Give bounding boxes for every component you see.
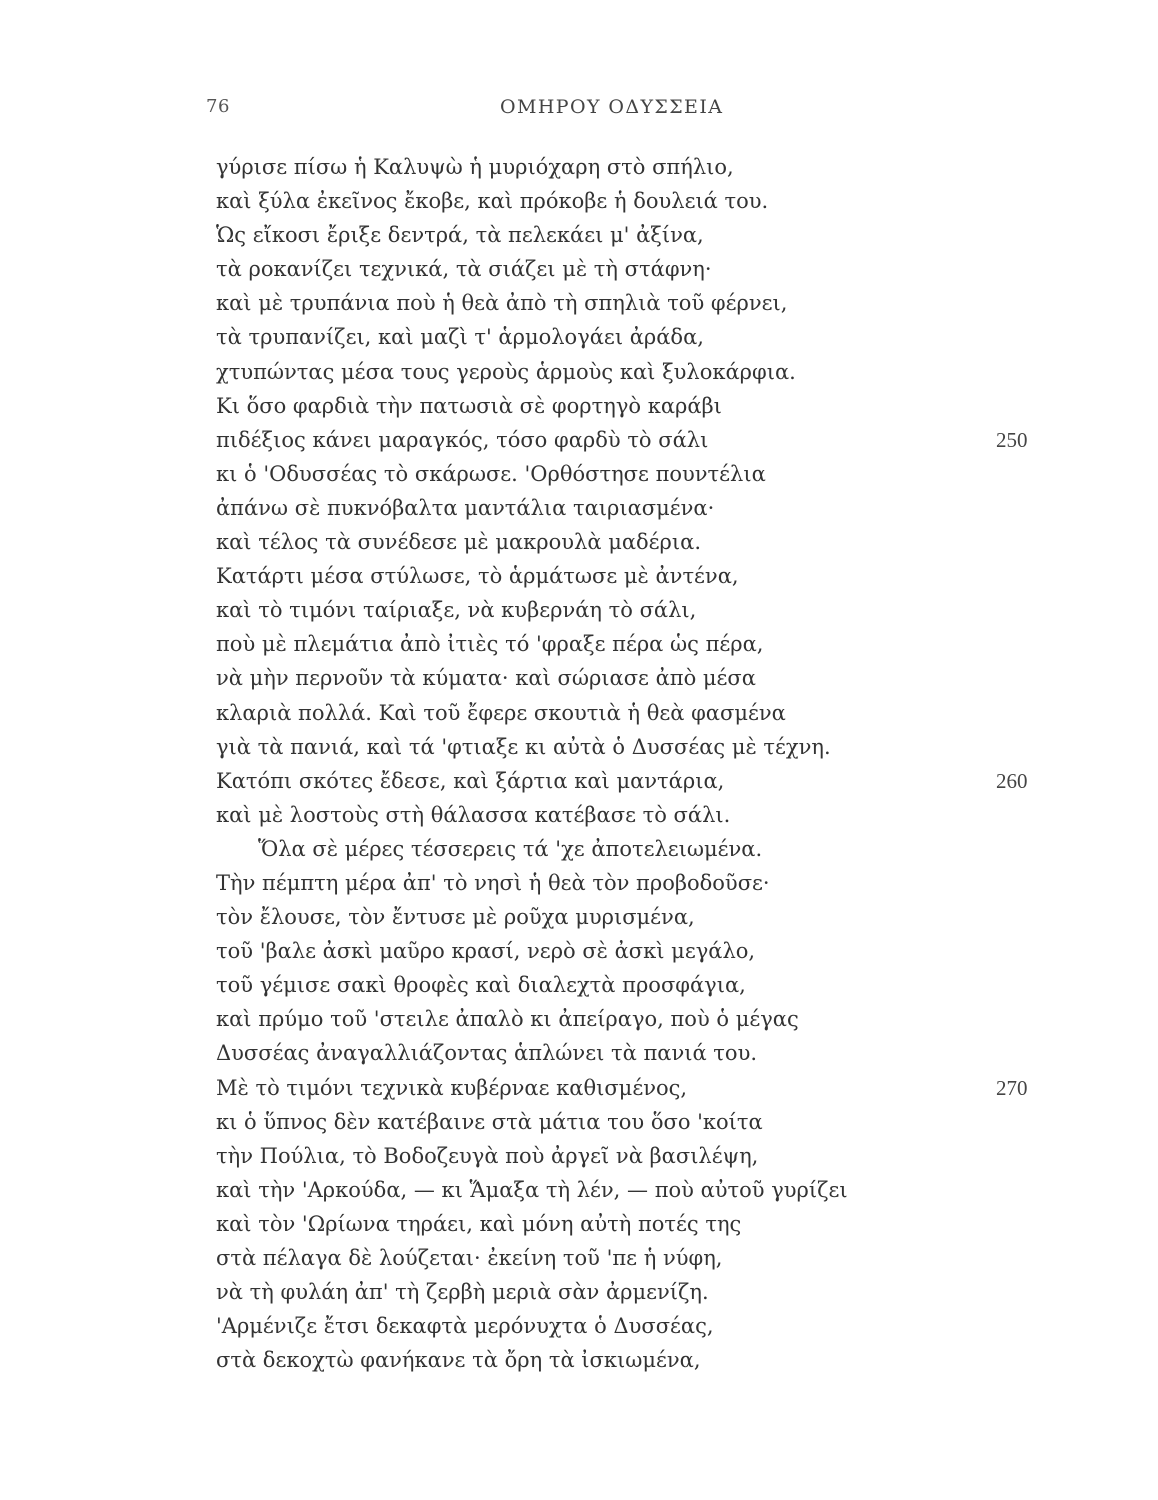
verse-line — [216, 696, 996, 730]
verse-line — [216, 1207, 996, 1241]
verse-line — [216, 1309, 996, 1343]
verse-text: κλαριὰ πολλά. Καὶ τοῦ ἔφερε σκουτιὰ ἡ θεὰ φασμένα — [216, 700, 786, 725]
verse-text: στὰ δεκοχτὼ φανήκανε τὰ ὄρη τὰ ἰσκιωμένα, — [216, 1348, 701, 1373]
verse-text: Κι ὅσο φαρδιὰ τὴν πατωσιὰ σὲ φορτηγὸ καράβι — [216, 393, 722, 418]
verse-line — [216, 1275, 996, 1309]
verse-text: Ὡς εἴκοσι ἔριξε δεντρά, τὰ πελεκάει μ' ἀξίνα, — [216, 223, 704, 248]
verse-line — [216, 389, 996, 423]
verse-line — [216, 457, 996, 491]
verse-line — [216, 1139, 996, 1173]
verse-line — [216, 218, 996, 252]
verse-line — [216, 320, 996, 354]
verse-text: νὰ τὴ φυλάη ἀπ' τὴ ζερβὴ μεριὰ σὰν ἀρμενίζη. — [216, 1280, 709, 1305]
verse-text: Δυσσέας ἀναγαλλιάζοντας ἁπλώνει τὰ πανιά του. — [216, 1041, 758, 1066]
verse-text: γύρισε πίσω ἡ Καλυψὼ ἡ μυριόχαρη στὸ σπήλιο, — [216, 155, 734, 179]
verse-text: καὶ τὸ τιμόνι ταίριαξε, νὰ κυβερνάη τὸ σάλι, — [216, 598, 697, 623]
verse-text: καὶ τὴν 'Αρκούδα, — κι Ἅμαξα τὴ λέν, — ποὺ αὐτοῦ γυρίζει — [216, 1177, 848, 1202]
line-number: 270 — [996, 1075, 1028, 1100]
verse-line — [216, 184, 996, 218]
verse-line — [216, 355, 996, 389]
line-number: 260 — [996, 768, 1028, 793]
verse-text: καὶ μὲ τρυπάνια ποὺ ἡ θεὰ ἀπὸ τὴ σπηλιὰ τοῦ φέρνει, — [216, 291, 788, 316]
verse-line — [216, 1343, 996, 1377]
verse-text: Τὴν πέμπτη μέρα ἀπ' τὸ νησὶ ἡ θεὰ τὸν προβοδοῦσε· — [216, 870, 770, 895]
verse-text: τὰ ροκανίζει τεχνικά, τὰ σιάζει μὲ τὴ στάφνη· — [216, 257, 712, 282]
verse-text: χτυπώντας μέσα τους γεροὺς ἁρμοὺς καὶ ξυλοκάρφια. — [216, 359, 796, 384]
verse-line — [216, 764, 1028, 798]
verse-line — [216, 900, 996, 934]
verse-line — [216, 968, 996, 1002]
verse-text: τὴν Πούλια, τὸ Βοδοζευγὰ ποὺ ἀργεῖ νὰ βασιλέψη, — [216, 1143, 759, 1168]
verse-line — [216, 832, 996, 866]
verse-line — [216, 1241, 996, 1275]
verse-line — [216, 150, 996, 184]
verse-text: τοῦ 'βαλε ἀσκὶ μαῦρο κρασί, νερὸ σὲ ἀσκὶ μεγάλο, — [216, 939, 756, 964]
verse-text: τὰ τρυπανίζει, καὶ μαζὶ τ' ἁρμολογάει ἀράδα, — [216, 325, 704, 350]
verse-line — [216, 730, 996, 764]
line-number: 250 — [996, 427, 1028, 452]
verse-line — [216, 491, 996, 525]
verse-line — [216, 1002, 996, 1036]
verse-line — [216, 1173, 996, 1207]
verse-line — [216, 934, 996, 968]
verse-line — [216, 593, 996, 627]
verse-text: καὶ πρύμο τοῦ 'στειλε ἀπαλὸ κι ἀπείραγο, ποὺ ὁ μέγας — [216, 1007, 799, 1032]
verse-line — [216, 798, 996, 832]
verse-text: γιὰ τὰ πανιά, καὶ τά 'φτιαξε κι αὐτὰ ὁ Δυσσέας μὲ τέχνη. — [216, 734, 831, 759]
verse-line — [216, 423, 1028, 457]
verse-text: κι ὁ ὕπνος δὲν κατέβαινε στὰ μάτια του ὅσο 'κοίτα — [216, 1109, 763, 1134]
verse-line — [216, 1105, 996, 1139]
verse-text: ἀπάνω σὲ πυκνόβαλτα μαντάλια ταιριασμένα· — [216, 495, 715, 520]
verse-text: Μὲ τὸ τιμόνι τεχνικὰ κυβέρναε καθισμένος, — [216, 1075, 688, 1100]
verse-text: καὶ μὲ λοστοὺς στὴ θάλασσα κατέβασε τὸ σάλι. — [216, 802, 731, 827]
verse-text: Ὅλα σὲ μέρες τέσσερεις τά 'χε ἀποτελειωμένα. — [258, 836, 763, 861]
verse-text: κι ὁ 'Οδυσσέας τὸ σκάρωσε. 'Ορθόστησε πουντέλια — [216, 461, 766, 486]
verse-text: τὸν ἔλουσε, τὸν ἔντυσε μὲ ροῦχα μυρισμένα, — [216, 905, 695, 930]
verse-text: Κατόπι σκότες ἔδεσε, καὶ ξάρτια καὶ μαντάρια, — [216, 768, 725, 793]
verse-line — [216, 1071, 1028, 1105]
verse-text: τοῦ γέμισε σακὶ θροφὲς καὶ διαλεχτὰ προσφάγια, — [216, 973, 746, 998]
verse-line — [216, 286, 996, 320]
verse-text: καὶ τέλος τὰ συνέδεσε μὲ μακρουλὰ μαδέρια. — [216, 530, 701, 555]
poem-text — [216, 150, 1028, 1377]
verse-text: πιδέξιος κάνει μαραγκός, τόσο φαρδὺ τὸ σάλι — [216, 427, 709, 452]
verse-line — [216, 627, 996, 661]
running-title: ΟΜΗΡΟΥ ΟΔΥΣΣΕΙΑ — [500, 96, 724, 118]
verse-line — [216, 525, 996, 559]
verse-text: καὶ τὸν 'Ωρίωνα τηράει, καὶ μόνη αὐτὴ ποτές της — [216, 1211, 742, 1236]
verse-text: Κατάρτι μέσα στύλωσε, τὸ ἁρμάτωσε μὲ ἀντένα, — [216, 564, 739, 589]
verse-line — [216, 661, 996, 695]
verse-text: 'Αρμένιζε ἔτσι δεκαφτὰ μερόνυχτα ὁ Δυσσέας, — [216, 1314, 714, 1339]
verse-text: καὶ ξύλα ἐκεῖνος ἔκοβε, καὶ πρόκοβε ἡ δουλειά του. — [216, 189, 769, 214]
verse-line — [216, 1036, 996, 1070]
verse-text: στὰ πέλαγα δὲ λούζεται· ἐκείνη τοῦ 'πε ἡ νύφη, — [216, 1246, 723, 1270]
verse-line — [216, 252, 996, 286]
verse-line — [216, 866, 996, 900]
verse-text: νὰ μὴν περνοῦν τὰ κύματα· καὶ σώριασε ἀπὸ μέσα — [216, 666, 756, 691]
page-header — [206, 96, 806, 126]
verse-line — [216, 559, 996, 593]
page-number: 76 — [206, 96, 230, 117]
verse-text: ποὺ μὲ πλεμάτια ἀπὸ ἰτιὲς τό 'φραξε πέρα ὡς πέρα, — [216, 632, 764, 657]
